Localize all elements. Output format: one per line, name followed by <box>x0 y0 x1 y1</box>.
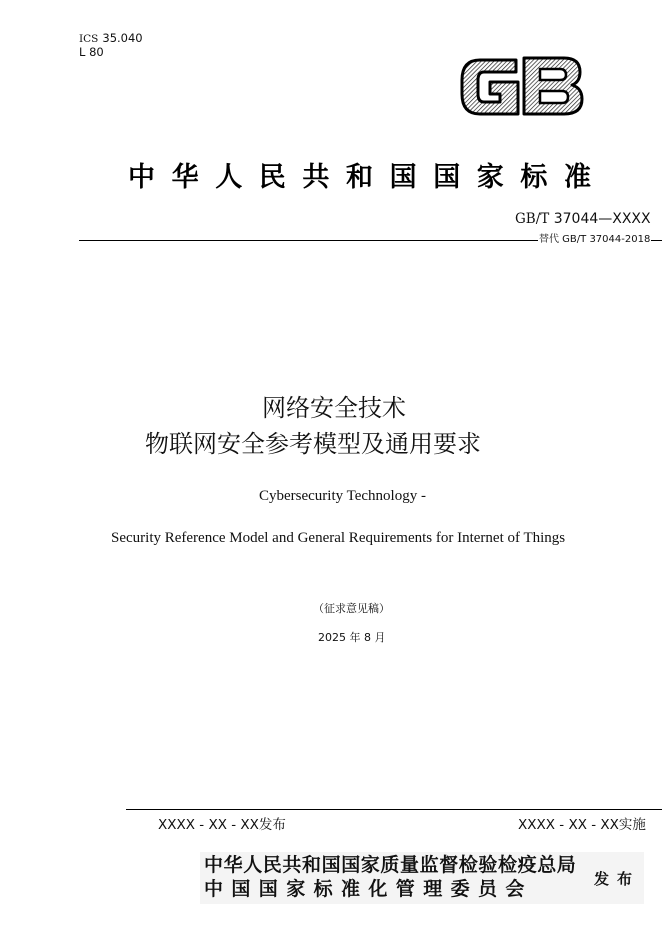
draft-date: 2025 年 8 月 <box>318 631 386 644</box>
title-en-line-2: Security Reference Model and General Requirements for Internet of Things <box>111 530 566 546</box>
ics-code: 35.040 <box>102 31 143 45</box>
gb-logo-mark <box>456 52 586 118</box>
footer-divider <box>126 809 662 810</box>
issue-date: XXXX - XX - XX发布 <box>158 817 286 833</box>
title-cn-line-1: 网络安全技术 <box>262 394 406 422</box>
title-cn-line-2: 物联网安全参考模型及通用要求 <box>145 430 481 458</box>
issuer-line-2: 中国国家标准化管理委员会 <box>204 878 533 900</box>
standard-number <box>515 210 651 228</box>
implement-date: XXXX - XX - XX实施 <box>518 817 646 833</box>
publish-label: 发布 <box>594 870 641 888</box>
ics-code-line <box>79 31 143 46</box>
ics-label: ICS <box>79 33 99 45</box>
issuer-line-1: 中华人民共和国国家质量监督检验检疫总局 <box>204 854 577 876</box>
standard-number-value: 37044—XXXX <box>553 211 651 227</box>
gb-logo-letter-g <box>462 60 518 114</box>
standard-type-title: 中华人民共和国国家标准 <box>128 162 608 193</box>
title-en-line-1: Cybersecurity Technology - <box>259 488 426 504</box>
draft-status: （征求意见稿） <box>313 602 390 615</box>
gb-logo <box>456 52 586 118</box>
replaces-standard: 替代 GB/T 37044-2018 <box>539 234 651 245</box>
ccs-code: L 80 <box>79 45 104 59</box>
gb-logo-letter-b <box>524 58 582 114</box>
standard-number-prefix: GB/T <box>515 211 550 227</box>
